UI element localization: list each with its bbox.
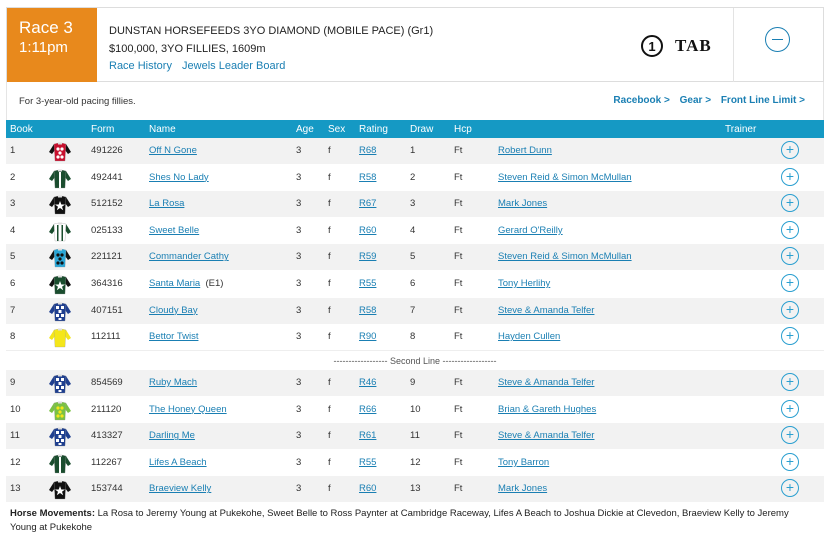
jewels-leader-board-link[interactable]: Jewels Leader Board [182,60,286,72]
runner-age: 3 [296,145,302,156]
runner-draw: 1 [410,145,416,156]
runner-sex: f [328,224,331,236]
plus-circle-icon[interactable]: + [781,479,799,497]
runner-rating-link[interactable]: R46 [359,377,377,388]
plus-circle-icon[interactable]: + [781,301,799,319]
runner-age: 3 [296,304,302,316]
runner-age: 3 [296,377,302,388]
jockey-silk-icon [48,220,72,242]
runner-rating-link[interactable]: R55 [359,456,377,468]
runner-book: 6 [10,278,16,289]
trainer-link[interactable]: Brian & Gareth Hughes [498,403,597,415]
runner-name-link[interactable]: Shes No Lady [149,171,209,183]
runner-rating-link[interactable]: R68 [359,145,377,156]
runner-draw: 8 [410,331,416,343]
race-time: 1:11pm [19,39,68,56]
gear-link[interactable]: Gear > [679,95,712,106]
runner-draw: 3 [410,198,416,210]
runner-hcp: Ft [454,145,463,156]
racebook-link[interactable]: Racebook > [613,95,670,106]
runner-age: 3 [296,430,302,442]
horse-movements-label: Horse Movements: [10,508,95,519]
runner-draw: 4 [410,224,416,236]
plus-circle-icon[interactable]: + [781,453,799,471]
runner-name-cell [149,404,227,415]
col-sex: Sex [328,124,346,135]
trainer-link[interactable]: Hayden Cullen [498,331,561,343]
runner-form: 112267 [91,456,122,468]
plus-circle-icon[interactable]: + [781,373,799,391]
runner-age: 3 [296,224,302,236]
col-draw: Draw [410,124,434,135]
runner-rating-link[interactable]: R66 [359,403,377,415]
race-header [6,7,824,82]
runner-book: 12 [10,456,21,468]
runner-sex: f [328,251,331,263]
table-row [6,271,824,297]
runner-hcp: Ft [454,430,463,442]
trainer-link[interactable]: Gerard O'Reilly [498,224,563,236]
plus-circle-icon[interactable]: + [781,194,799,212]
runner-name-cell [149,198,184,209]
runner-name-cell [149,278,223,289]
runner-hcp: Ft [454,251,463,263]
runner-name-cell [149,305,198,316]
table-row [6,324,824,350]
trainer-link[interactable]: Robert Dunn [498,145,552,156]
race-extra-links [606,95,805,106]
runner-draw: 5 [410,251,416,263]
runner-book: 10 [10,403,21,415]
runner-rating-link[interactable]: R55 [359,278,377,289]
jockey-silk-icon [48,246,72,268]
table-row [6,370,824,396]
runner-hcp: Ft [454,198,463,210]
runner-book: 9 [10,377,16,388]
runner-book: 2 [10,171,16,183]
table-header [6,120,824,140]
runner-name-link[interactable]: Off N Gone [149,145,197,156]
runner-form: 413327 [91,430,123,442]
runner-name-cell [149,457,207,468]
col-form: Form [91,124,115,135]
runner-form: 112111 [91,331,121,343]
runner-draw: 2 [410,171,416,183]
race-info [109,24,433,72]
col-name: Name [149,124,176,135]
table-row [6,218,824,244]
runner-form: 211120 [91,403,122,415]
jockey-silk-icon [48,425,72,447]
runner-name-cell [149,331,198,342]
race-number: Race 3 [19,18,73,37]
jockey-silk-icon [48,273,72,295]
runner-sex: f [328,278,331,289]
runner-sex: f [328,198,331,210]
race-history-link[interactable]: Race History [109,60,172,72]
jockey-silk-icon [48,326,72,348]
runner-rating-link[interactable]: R90 [359,331,377,343]
runner-name-cell [149,145,197,156]
table-row [6,476,824,502]
trainer-link[interactable]: Mark Jones [498,198,548,210]
race-description: For 3-year-old pacing fillies. [19,96,136,107]
runner-rating-link[interactable]: R67 [359,198,377,210]
runner-name-cell [149,172,209,183]
col-hcp: Hcp [454,124,472,135]
runner-sex: f [328,171,331,183]
plus-circle-icon[interactable]: + [781,247,799,265]
runner-sex: f [328,304,331,316]
jockey-silk-icon [48,372,72,394]
runner-rating-link[interactable]: R60 [359,483,377,495]
runner-hcp: Ft [454,377,463,388]
runner-hcp: Ft [454,224,463,236]
runner-name-cell [149,483,211,494]
runner-name-link[interactable]: Cloudy Bay [149,304,198,316]
runner-name-link[interactable]: Ruby Mach [149,377,198,388]
runner-name-link[interactable]: The Honey Queen [149,403,227,415]
runner-book: 5 [10,251,16,263]
runner-book: 4 [10,224,16,236]
runner-rating-link[interactable]: R58 [359,304,377,316]
race-links [109,60,433,72]
runner-name-link[interactable]: Bettor Twist [149,331,199,343]
trainer-link[interactable]: Steve & Amanda Telfer [498,430,595,442]
runner-hcp: Ft [454,278,463,289]
plus-circle-icon[interactable]: + [781,274,799,292]
runner-hcp: Ft [454,403,463,415]
plus-circle-icon[interactable]: + [781,141,799,159]
jockey-silk-icon [48,452,72,474]
runner-sex: f [328,430,331,442]
col-trainer: Trainer [725,124,757,135]
runner-hcp: Ft [454,456,463,468]
runner-form: 854569 [91,377,123,388]
runner-age: 3 [296,483,302,495]
runner-hcp: Ft [454,304,463,316]
runner-note: (E1) [205,278,224,289]
runner-draw: 9 [410,377,416,388]
tab-logo-text: TAB [675,36,712,55]
runner-age: 3 [296,278,302,289]
runner-draw: 12 [410,456,421,468]
table-row [6,138,824,164]
tab-logo [641,35,712,57]
runner-name-link[interactable]: Lifes A Beach [149,456,207,468]
runner-sex: f [328,456,331,468]
col-book: Book [10,124,33,135]
runner-form: 407151 [91,304,123,316]
runner-rating-link[interactable]: R58 [359,171,377,183]
runner-draw: 13 [410,483,421,495]
runner-form: 492441 [91,171,123,183]
jockey-silk-icon [48,399,72,421]
runner-form: 491226 [91,145,123,156]
runner-book: 7 [10,304,16,316]
runner-sex: f [328,331,331,343]
runner-sex: f [328,145,331,156]
runner-name-cell [149,430,195,441]
trainer-link[interactable]: Steven Reid & Simon McMullan [498,251,632,263]
runner-form: 512152 [91,198,123,210]
plus-circle-icon[interactable]: + [781,400,799,418]
trainer-link[interactable]: Steve & Amanda Telfer [498,304,595,316]
col-age: Age [296,124,314,135]
header-divider [733,8,734,82]
horse-movements-text: La Rosa to Jeremy Young at Pukekohe, Sweet Belle to Ross Paynter at Cambridge Raceway, Lifes A Beach to Joshua Dickie at Clevedon, Braeview Kelly to Jeremy Young at Pukekohe [10,508,789,533]
trainer-link[interactable]: Tony Herlihy [498,278,551,289]
runner-age: 3 [296,198,302,210]
jockey-silk-icon [48,140,72,162]
runner-book: 13 [10,483,21,495]
race-title: DUNSTAN HORSEFEEDS 3YO DIAMOND (MOBILE PACE) (Gr1) [109,25,434,37]
runner-draw: 10 [410,403,421,415]
runner-book: 11 [10,430,20,442]
plus-circle-icon[interactable]: + [781,168,799,186]
trainer-link[interactable]: Steve & Amanda Telfer [498,377,595,388]
plus-circle-icon[interactable]: + [781,426,799,444]
runner-draw: 7 [410,304,416,316]
runner-name-link[interactable]: Sweet Belle [149,224,200,236]
runner-rating-link[interactable]: R60 [359,224,377,236]
runner-rating-link[interactable]: R61 [359,430,377,442]
table-row [6,244,824,270]
jockey-silk-icon [48,167,72,189]
runner-draw: 6 [410,278,416,289]
table-row [6,423,824,449]
runner-age: 3 [296,251,302,263]
jockey-silk-icon [48,193,72,215]
runner-draw: 11 [410,430,420,442]
runner-age: 3 [296,456,302,468]
runner-name-cell [149,377,197,388]
runner-book: 1 [10,145,16,156]
trainer-link[interactable]: Tony Barron [498,456,550,468]
runner-age: 3 [296,331,302,343]
runner-name-link[interactable]: Santa Maria [149,278,201,289]
table-row [6,191,824,217]
plus-circle-icon[interactable]: + [781,327,799,345]
runner-form: 221121 [91,251,122,263]
trainer-link[interactable]: Mark Jones [498,483,548,495]
jockey-silk-icon [48,478,72,500]
trainer-link[interactable]: Steven Reid & Simon McMullan [498,171,632,183]
table-row [6,298,824,324]
runner-hcp: Ft [454,171,463,183]
runner-hcp: Ft [454,483,463,495]
table-row [6,397,824,423]
runner-hcp: Ft [454,331,463,343]
col-rating: Rating [359,124,388,135]
horse-movements [10,507,800,535]
runner-name-link[interactable]: Darling Me [149,430,195,442]
race-subtitle: $100,000, 3YO FILLIES, 1609m [109,43,266,55]
runner-form: 025133 [91,224,123,236]
runner-name-link[interactable]: Commander Cathy [149,251,229,263]
runner-name-link[interactable]: La Rosa [149,198,185,210]
jockey-silk-icon [48,300,72,322]
front-line-limit-link[interactable]: Front Line Limit > [720,95,805,106]
second-line-divider: ------------------ Second Line ------------------ [6,350,824,372]
runner-name-cell [149,251,229,262]
runner-sex: f [328,483,331,495]
runner-form: 364316 [91,278,123,289]
runner-rating-link[interactable]: R59 [359,251,377,263]
table-row [6,165,824,191]
runner-name-cell [149,225,199,236]
minus-circle-icon[interactable] [765,27,790,52]
runner-age: 3 [296,403,302,415]
runner-age: 3 [296,171,302,183]
tab-logo-badge: 1 [641,35,663,57]
runner-name-link[interactable]: Braeview Kelly [149,483,212,495]
table-row [6,450,824,476]
race-description-row [6,82,824,120]
runner-book: 8 [10,331,16,343]
runner-sex: f [328,377,331,388]
plus-circle-icon[interactable]: + [781,221,799,239]
runner-form: 153744 [91,483,123,495]
runner-book: 3 [10,198,16,210]
race-badge [7,8,97,82]
runner-sex: f [328,403,331,415]
